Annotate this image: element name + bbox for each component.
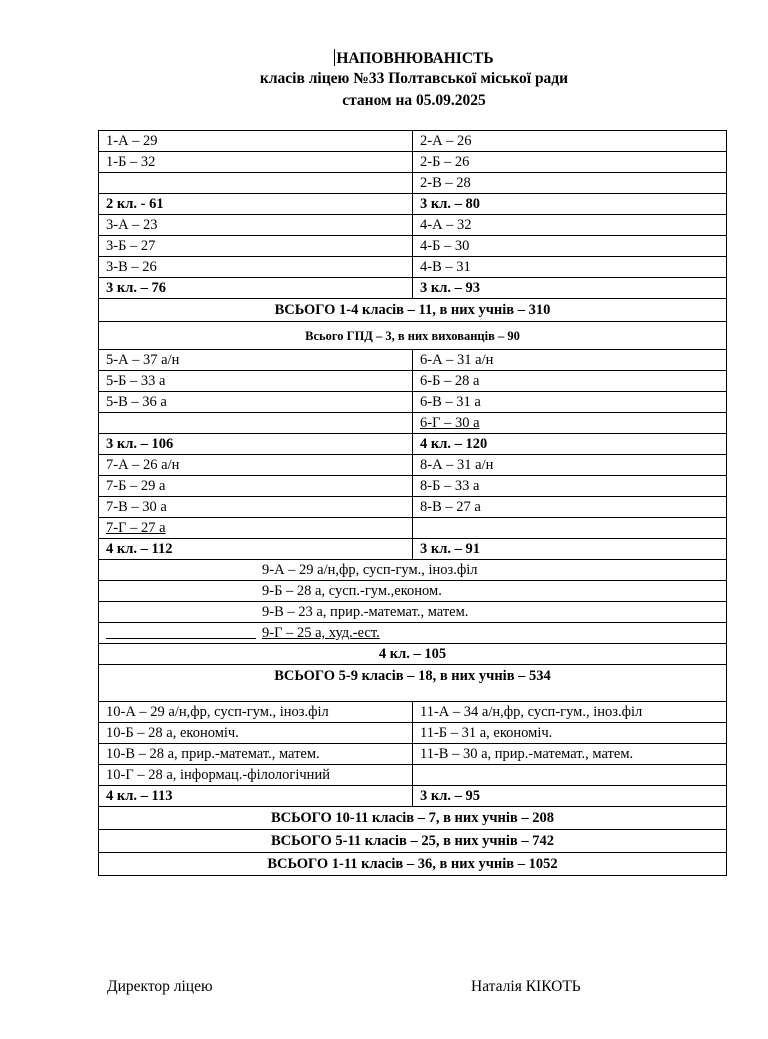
table-cell <box>99 581 727 602</box>
subtotal-cell: 4 кл. – 112 <box>99 539 413 560</box>
table-cell: 4-Б – 30 <box>413 236 727 257</box>
ninth-class-v: 9-В – 23 а, прир.-математ., матем. <box>262 604 469 620</box>
table-cell <box>99 173 413 194</box>
subtotal-row <box>99 539 727 560</box>
table-cell <box>99 602 727 623</box>
subtotal-cell: 4 кл. – 120 <box>413 434 727 455</box>
table-cell: 4-В – 31 <box>413 257 727 278</box>
subtotal-cell: 3 кл. – 93 <box>413 278 727 299</box>
total-row <box>99 830 727 853</box>
table-cell: 1-Б – 32 <box>99 152 413 173</box>
table-row <box>99 257 727 278</box>
table-row <box>99 173 727 194</box>
table-cell: 7-В – 30 а <box>99 497 413 518</box>
total-row <box>99 853 727 876</box>
table-row <box>99 518 727 539</box>
table-cell: 10-В – 28 а, прир.-математ., матем. <box>99 744 413 765</box>
subtotal-cell: 2 кл. - 61 <box>99 194 413 215</box>
table-cell <box>99 623 727 644</box>
table-row <box>99 581 727 602</box>
subtotal-cell: 4 кл. – 113 <box>99 786 413 807</box>
document-subtitle: класів ліцею №33 Полтавської міської ради <box>259 70 569 87</box>
table-cell: 7-Г – 27 а <box>99 518 413 539</box>
table-cell: 1-А – 29 <box>99 131 413 152</box>
table-cell: 2-А – 26 <box>413 131 727 152</box>
table-cell <box>413 518 727 539</box>
table-row <box>99 623 727 644</box>
table-row <box>99 392 727 413</box>
subtotal-cell: 3 кл. – 76 <box>99 278 413 299</box>
table-cell: 5-В – 36 а <box>99 392 413 413</box>
table-row <box>99 152 727 173</box>
table-cell: 5-А – 37 а/н <box>99 350 413 371</box>
subtotal-row <box>99 434 727 455</box>
table-cell: 4-А – 32 <box>413 215 727 236</box>
table-cell: 10-А – 29 а/н,фр, сусп-гум., іноз.філ <box>99 702 413 723</box>
total-row <box>99 299 727 322</box>
table-row <box>99 765 727 786</box>
table-cell: 11-В – 30 а, прир.-математ., матем. <box>413 744 727 765</box>
subtotal-row <box>99 278 727 299</box>
table-row <box>99 215 727 236</box>
subtotal-cell: 3 кл. – 80 <box>413 194 727 215</box>
ninth-class-b: 9-Б – 28 а, сусп.-гум.,економ. <box>262 583 442 599</box>
subtotal-row <box>99 194 727 215</box>
table-cell: 3-В – 26 <box>99 257 413 278</box>
table-row <box>99 560 727 581</box>
table-cell: 3-Б – 27 <box>99 236 413 257</box>
total-row <box>99 665 727 702</box>
table-cell: 6-А – 31 а/н <box>413 350 727 371</box>
table-cell: 6-Г – 30 а <box>413 413 727 434</box>
table-row <box>99 476 727 497</box>
underline-line <box>106 638 256 639</box>
table-row <box>99 723 727 744</box>
table-cell: 11-А – 34 а/н,фр, сусп-гум., іноз.філ <box>413 702 727 723</box>
table-cell: 11-Б – 31 а, економіч. <box>413 723 727 744</box>
total-1-4: ВСЬОГО 1-4 класів – 11, в них учнів – 310 <box>99 299 727 322</box>
ninth-subtotal: 4 кл. – 105 <box>99 644 727 665</box>
table-cell: 10-Г – 28 а, інформац.-філологічний <box>99 765 413 786</box>
subtotal-cell: 3 кл. – 91 <box>413 539 727 560</box>
table-cell: 2-В – 28 <box>413 173 727 194</box>
signature-name: Наталія КІКОТЬ <box>471 978 581 995</box>
table-row <box>99 371 727 392</box>
subtotal-cell: 3 кл. – 95 <box>413 786 727 807</box>
gpd-row <box>99 322 727 350</box>
ninth-class-g: 9-Г – 25 а, худ.-ест. <box>262 625 380 641</box>
table-cell <box>99 560 727 581</box>
table-row <box>99 413 727 434</box>
table-cell: 5-Б – 33 а <box>99 371 413 392</box>
table-cell: 7-Б – 29 а <box>99 476 413 497</box>
table-row <box>99 350 727 371</box>
table-cell: 6-Б – 28 а <box>413 371 727 392</box>
total-row <box>99 807 727 830</box>
table-cell <box>99 413 413 434</box>
table-row <box>99 455 727 476</box>
ninth-class-a: 9-А – 29 а/н,фр, сусп-гум., іноз.філ <box>262 562 478 578</box>
table-row <box>99 702 727 723</box>
table-cell: 8-А – 31 а/н <box>413 455 727 476</box>
total-10-11: ВСЬОГО 10-11 класів – 7, в них учнів – 208 <box>99 807 727 830</box>
document-title: НАПОВНЮВАНІСТЬ <box>336 50 494 67</box>
total-5-9: ВСЬОГО 5-9 класів – 18, в них учнів – 534 <box>99 665 727 702</box>
table-row <box>99 131 727 152</box>
table-cell <box>413 765 727 786</box>
total-5-11: ВСЬОГО 5-11 класів – 25, в них учнів – 742 <box>99 830 727 853</box>
signature-position: Директор ліцею <box>107 978 213 995</box>
table-cell: 2-Б – 26 <box>413 152 727 173</box>
document-date: станом на 05.09.2025 <box>342 92 486 109</box>
subtotal-row <box>99 786 727 807</box>
table-cell: 10-Б – 28 а, економіч. <box>99 723 413 744</box>
subtotal-cell: 3 кл. – 106 <box>99 434 413 455</box>
table-cell: 8-В – 27 а <box>413 497 727 518</box>
table-cell: 8-Б – 33 а <box>413 476 727 497</box>
total-1-11: ВСЬОГО 1-11 класів – 36, в них учнів – 1052 <box>99 853 727 876</box>
subtotal-row <box>99 644 727 665</box>
table-cell: 3-А – 23 <box>99 215 413 236</box>
total-gpd: Всього ГПД – 3, в них вихованців – 90 <box>99 322 727 350</box>
table-row <box>99 744 727 765</box>
class-occupancy-table <box>98 130 727 876</box>
table-row <box>99 236 727 257</box>
table-row <box>99 602 727 623</box>
table-cell: 6-В – 31 а <box>413 392 727 413</box>
table-row <box>99 497 727 518</box>
table-cell: 7-А – 26 а/н <box>99 455 413 476</box>
